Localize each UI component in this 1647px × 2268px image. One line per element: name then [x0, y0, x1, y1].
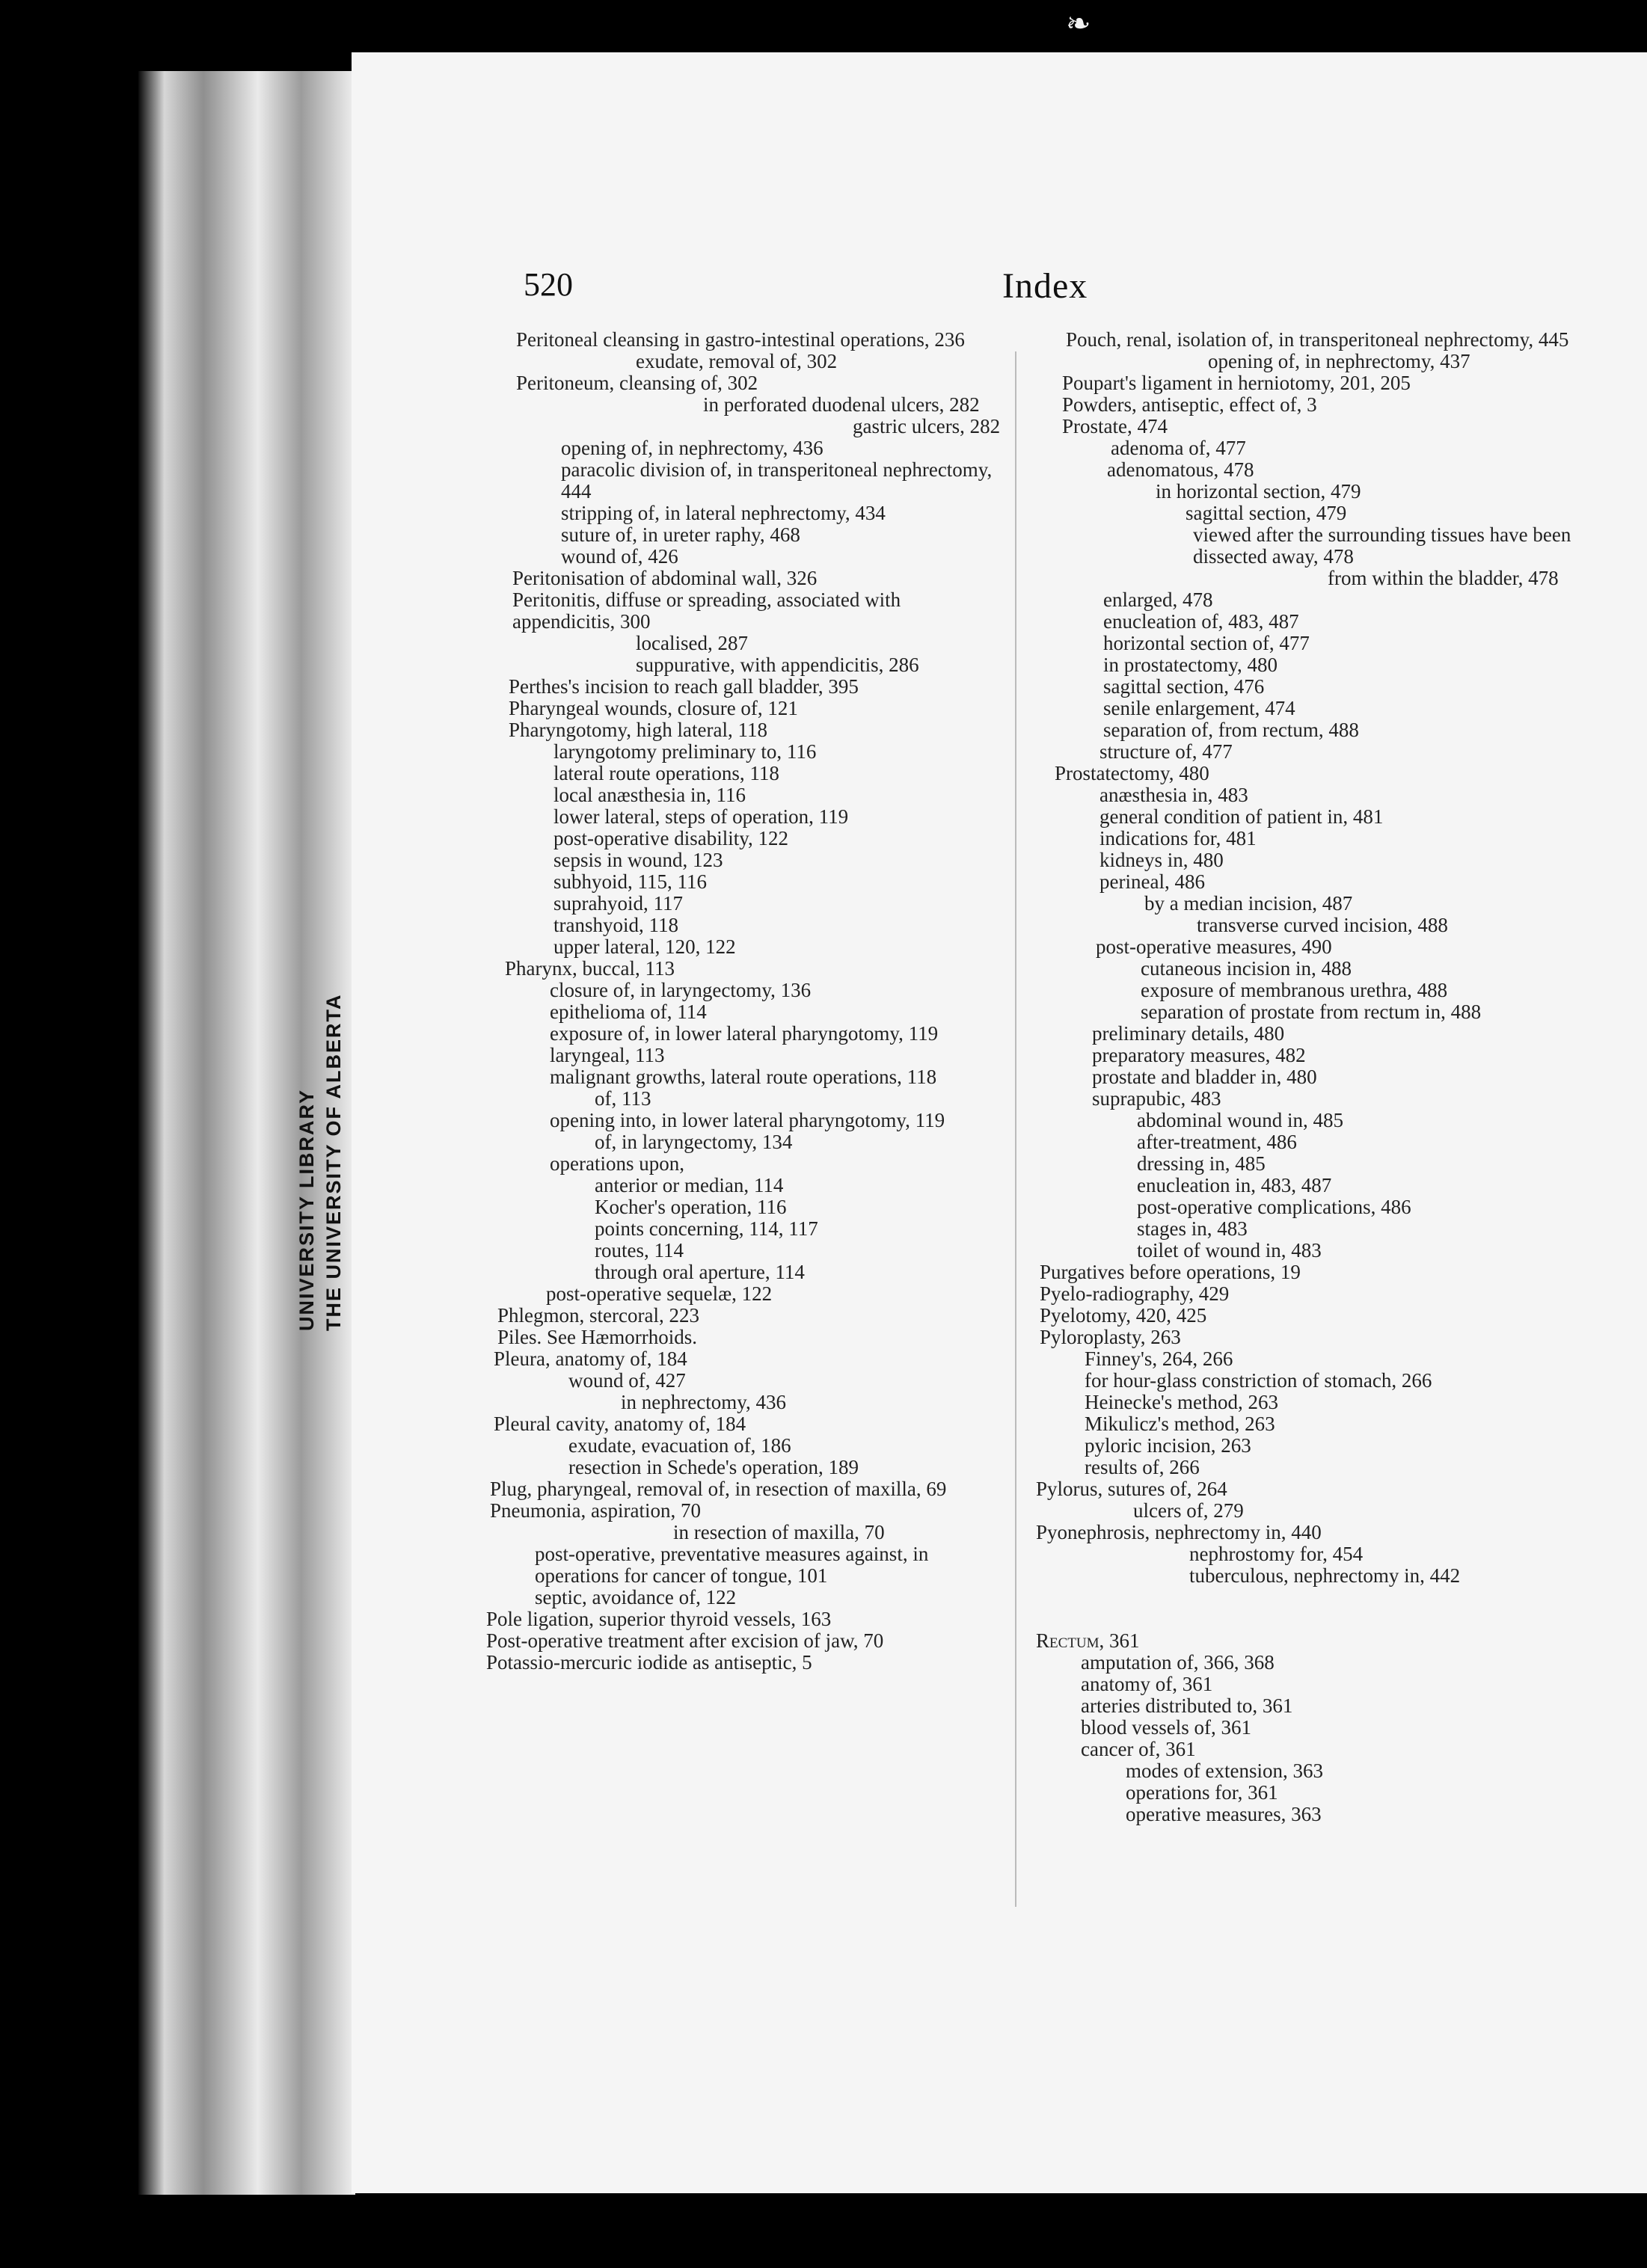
- index-entry: Plug, pharyngeal, removal of, in resection of maxilla, 69: [490, 1478, 947, 1500]
- index-entry: Poupart's ligament in herniotomy, 201, 205: [1062, 372, 1411, 394]
- index-entry: opening of, in nephrectomy, 437: [1208, 350, 1470, 372]
- index-entry: opening of, in nephrectomy, 436: [561, 437, 824, 459]
- index-entry: through oral aperture, 114: [595, 1261, 805, 1283]
- index-entry: lateral route operations, 118: [553, 762, 779, 784]
- index-entry: anæsthesia in, 483: [1099, 784, 1248, 806]
- index-entry: suture of, in ureter raphy, 468: [561, 523, 800, 546]
- index-entry: paracolic division of, in transperitoneal nephrectomy, 444: [561, 458, 993, 503]
- index-entry: toilet of wound in, 483: [1137, 1239, 1322, 1261]
- index-entry: amputation of, 366, 368: [1081, 1651, 1275, 1674]
- index-entry: suprapubic, 483: [1092, 1087, 1221, 1110]
- index-entry: structure of, 477: [1099, 740, 1233, 763]
- index-entry: horizontal section of, 477: [1103, 632, 1310, 654]
- index-entry: arteries distributed to, 361: [1081, 1694, 1293, 1717]
- index-entry: nephrostomy for, 454: [1189, 1543, 1364, 1565]
- index-entry: local anæsthesia in, 116: [553, 784, 746, 806]
- page-title: Index: [1002, 266, 1088, 306]
- index-entry: [1036, 1587, 1578, 1608]
- index-entry: Pylorus, sutures of, 264: [1036, 1478, 1227, 1500]
- index-entry: enucleation in, 483, 487: [1137, 1174, 1332, 1196]
- index-entry: anatomy of, 361: [1081, 1673, 1213, 1695]
- pen-mark: ❧: [1066, 7, 1091, 40]
- index-entry: Pleural cavity, anatomy of, 184: [494, 1413, 746, 1435]
- index-entry: preliminary details, 480: [1092, 1022, 1285, 1045]
- index-entry: exudate, removal of, 302: [636, 350, 838, 372]
- index-entry: cancer of, 361: [1081, 1738, 1196, 1760]
- index-entry: Finney's, 264, 266: [1085, 1347, 1233, 1370]
- stamp-line: UNIVERSITY LIBRARY: [295, 1088, 318, 1331]
- index-entry: Piles. See Hæmorrhoids.: [497, 1326, 697, 1348]
- index-entry: sagittal section, 479: [1186, 502, 1347, 524]
- index-entry: Post-operative treatment after excision of jaw, 70: [486, 1629, 884, 1652]
- index-entry: for hour-glass constriction of stomach, 266: [1085, 1369, 1432, 1392]
- index-entry: enucleation of, 483, 487: [1103, 610, 1299, 633]
- index-entry: Mikulicz's method, 263: [1085, 1413, 1275, 1435]
- index-entry: post-operative measures, 490: [1096, 935, 1332, 958]
- index-entry: Pharyngeal wounds, closure of, 121: [509, 697, 798, 719]
- index-entry: laryngeal, 113: [550, 1044, 665, 1066]
- index-entry: pyloric incision, 263: [1085, 1434, 1251, 1457]
- index-entry: opening into, in lower lateral pharyngotomy, 119: [550, 1109, 945, 1131]
- index-entry: anterior or median, 114: [595, 1174, 784, 1196]
- index-entry: wound of, 426: [561, 545, 678, 568]
- index-entry: Peritonitis, diffuse or spreading, associated with appendicitis, 300: [512, 588, 901, 633]
- index-entry: Prostate, 474: [1062, 415, 1168, 437]
- index-entry: lower lateral, steps of operation, 119: [553, 805, 849, 828]
- index-entry: after-treatment, 486: [1137, 1131, 1297, 1153]
- index-entry: operations upon,: [550, 1152, 684, 1175]
- index-entry: separation of, from rectum, 488: [1103, 719, 1359, 741]
- index-entry: Pyelotomy, 420, 425: [1040, 1304, 1207, 1327]
- index-entry: resection in Schede's operation, 189: [568, 1456, 859, 1478]
- index-entry: Perthes's incision to reach gall bladder, 395: [509, 675, 859, 698]
- index-entry: laryngotomy preliminary to, 116: [553, 740, 817, 763]
- index-entry: suprahyoid, 117: [553, 892, 683, 915]
- index-entry: Peritoneal cleansing in gastro-intestinal operations, 236: [516, 328, 965, 351]
- index-entry: Peritoneum, cleansing of, 302: [516, 372, 758, 394]
- index-entry: separation of prostate from rectum in, 488: [1141, 1001, 1482, 1023]
- index-entry: ulcers of, 279: [1133, 1499, 1244, 1522]
- index-entry: Powders, antiseptic, effect of, 3: [1062, 393, 1317, 416]
- index-entry: dressing in, 485: [1137, 1152, 1266, 1175]
- index-entry: blood vessels of, 361: [1081, 1716, 1251, 1739]
- index-entry: exposure of membranous urethra, 488: [1141, 979, 1448, 1001]
- index-entry: sepsis in wound, 123: [553, 849, 723, 871]
- index-entry: in prostatectomy, 480: [1103, 654, 1278, 676]
- index-entry: points concerning, 114, 117: [595, 1217, 818, 1240]
- index-entry: post-operative sequelæ, 122: [546, 1282, 773, 1305]
- index-entry: subhyoid, 115, 116: [553, 870, 708, 893]
- index-column-right: [1036, 329, 1578, 1825]
- index-entry: transhyoid, 118: [553, 914, 678, 936]
- index-entry: Kocher's operation, 116: [595, 1196, 787, 1218]
- index-entry: Pharynx, buccal, 113: [505, 957, 675, 980]
- index-entry: tuberculous, nephrectomy in, 442: [1189, 1564, 1461, 1587]
- index-entry: adenomatous, 478: [1107, 458, 1254, 481]
- index-entry: general condition of patient in, 481: [1099, 805, 1384, 828]
- index-entry: in horizontal section, 479: [1156, 480, 1361, 503]
- index-entry: post-operative, preventative measures against, in operations for cancer of tongue, 101: [535, 1543, 929, 1587]
- index-entry: Pyelo-radiography, 429: [1040, 1282, 1230, 1305]
- index-entry: senile enlargement, 474: [1103, 697, 1295, 719]
- index-entry: Pouch, renal, isolation of, in transperitoneal nephrectomy, 445: [1066, 328, 1569, 351]
- index-entry: perineal, 486: [1099, 870, 1205, 893]
- index-entry: transverse curved incision, 488: [1197, 914, 1448, 936]
- index-entry: post-operative complications, 486: [1137, 1196, 1411, 1218]
- index-entry: modes of extension, 363: [1126, 1760, 1323, 1782]
- page-number: 520: [524, 266, 573, 303]
- index-entry: Pyonephrosis, nephrectomy in, 440: [1036, 1521, 1322, 1543]
- stamp-line: THE UNIVERSITY OF ALBERTA: [322, 993, 345, 1331]
- index-entry: Peritonisation of abdominal wall, 326: [512, 567, 818, 589]
- index-entry: malignant growths, lateral route operations, 118: [550, 1066, 937, 1088]
- index-entry: stages in, 483: [1137, 1217, 1248, 1240]
- index-entry: closure of, in laryngectomy, 136: [550, 979, 812, 1001]
- index-entry: of, in laryngectomy, 134: [595, 1131, 793, 1153]
- index-entry: abdominal wound in, 485: [1137, 1109, 1343, 1131]
- index-column-left: [486, 329, 1002, 1674]
- index-entry: adenoma of, 477: [1111, 437, 1246, 459]
- index-entry: localised, 287: [636, 632, 748, 654]
- index-entry: enlarged, 478: [1103, 588, 1213, 611]
- index-entry: exposure of, in lower lateral pharyngotomy, 119: [550, 1022, 939, 1045]
- index-entry: viewed after the surrounding tissues have been dissected away, 478: [1193, 523, 1571, 568]
- index-entry: Rectum, 361: [1036, 1629, 1140, 1652]
- index-entry: in perforated duodenal ulcers, 282: [703, 393, 980, 416]
- index-entry: Purgatives before operations, 19: [1040, 1261, 1301, 1283]
- index-entry: Heinecke's method, 263: [1085, 1391, 1279, 1413]
- index-entry: operative measures, 363: [1126, 1803, 1322, 1825]
- index-entry: upper lateral, 120, 122: [553, 935, 736, 958]
- index-entry: sagittal section, 476: [1103, 675, 1265, 698]
- index-entry: Phlegmon, stercoral, 223: [497, 1304, 699, 1327]
- index-entry: of, 113: [595, 1087, 651, 1110]
- index-entry: post-operative disability, 122: [553, 827, 788, 849]
- index-entry: indications for, 481: [1099, 827, 1257, 849]
- index-entry: cutaneous incision in, 488: [1141, 957, 1352, 980]
- index-entry: prostate and bladder in, 480: [1092, 1066, 1317, 1088]
- index-entry: Pneumonia, aspiration, 70: [490, 1499, 701, 1522]
- index-entry: Pharyngotomy, high lateral, 118: [509, 719, 767, 741]
- index-entry: in resection of maxilla, 70: [673, 1521, 885, 1543]
- index-entry: Pyloroplasty, 263: [1040, 1326, 1181, 1348]
- library-stamp: [293, 993, 347, 1331]
- index-entry: [1036, 1608, 1578, 1630]
- index-entry: exudate, evacuation of, 186: [568, 1434, 791, 1457]
- index-entry: Prostatectomy, 480: [1055, 762, 1209, 784]
- index-entry: by a median incision, 487: [1144, 892, 1353, 915]
- index-entry: routes, 114: [595, 1239, 684, 1261]
- index-entry: operations for, 361: [1126, 1781, 1278, 1804]
- index-entry: Pole ligation, superior thyroid vessels, 163: [486, 1608, 832, 1630]
- index-entry: suppurative, with appendicitis, 286: [636, 654, 919, 676]
- index-entry: preparatory measures, 482: [1092, 1044, 1306, 1066]
- index-entry: stripping of, in lateral nephrectomy, 434: [561, 502, 886, 524]
- index-entry: Pleura, anatomy of, 184: [494, 1347, 687, 1370]
- index-entry: epithelioma of, 114: [550, 1001, 707, 1023]
- column-divider: [1015, 351, 1016, 1907]
- index-entry: gastric ulcers, 282: [853, 415, 1001, 437]
- index-entry: kidneys in, 480: [1099, 849, 1224, 871]
- index-entry: in nephrectomy, 436: [621, 1391, 786, 1413]
- index-entry: wound of, 427: [568, 1369, 686, 1392]
- index-entry: results of, 266: [1085, 1456, 1200, 1478]
- index-entry: septic, avoidance of, 122: [535, 1586, 737, 1608]
- index-entry: Potassio-mercuric iodide as antiseptic, 5: [486, 1651, 812, 1674]
- index-entry: from within the bladder, 478: [1328, 567, 1559, 589]
